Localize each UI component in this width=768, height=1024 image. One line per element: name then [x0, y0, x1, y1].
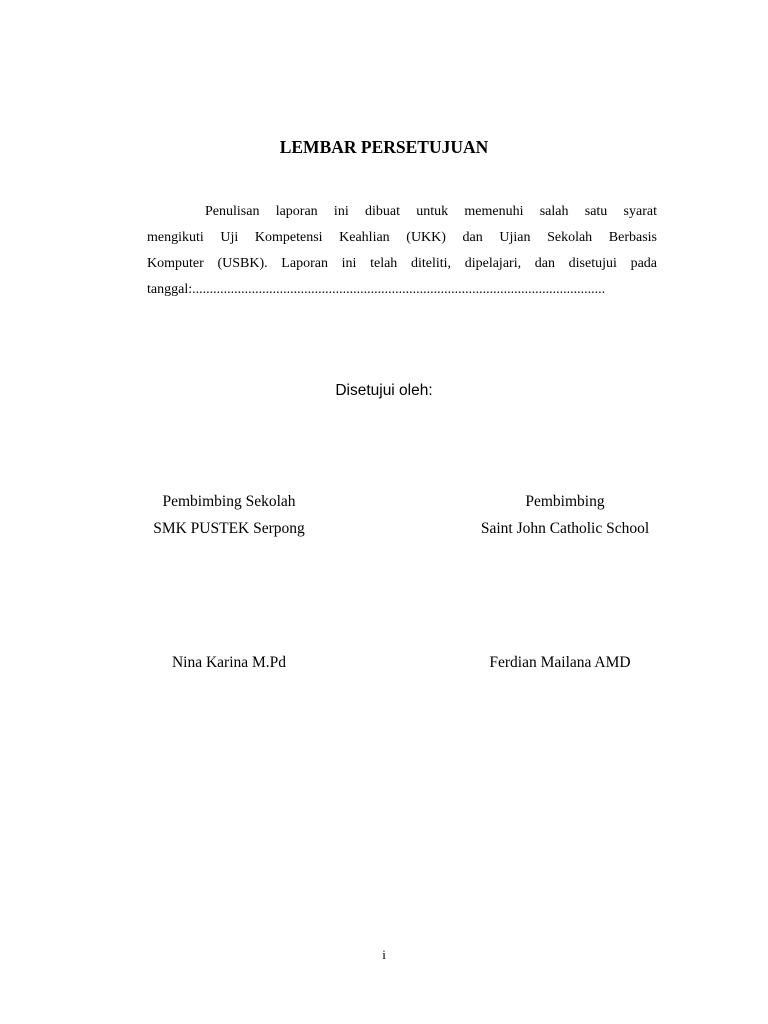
- right-signer-role: Pembimbing: [525, 493, 605, 510]
- right-signer-institution: Saint John Catholic School: [480, 520, 650, 537]
- paragraph-line: mengikuti Uji Kompetensi Keahlian (UKK) dan Ujian Sekolah Berbasis: [147, 230, 657, 245]
- page-title: LEMBAR PERSETUJUAN: [279, 137, 489, 157]
- paragraph-line: Penulisan laporan ini dibuat untuk memenuhi salah satu syarat: [205, 204, 657, 219]
- left-signer-institution: SMK PUSTEK Serpong: [153, 520, 305, 537]
- approval-paragraph: [147, 199, 657, 303]
- date-line: tanggal:......................................................................................................................: [147, 282, 606, 297]
- page-number: i: [382, 947, 386, 962]
- approved-by-heading: Disetujui oleh:: [335, 382, 433, 399]
- left-signer-block: [139, 488, 319, 542]
- paragraph-line: Komputer (USBK). Laporan ini telah diteliti, dipelajari, dan disetujui pada: [147, 256, 657, 271]
- right-signer-name: Ferdian Mailana AMD: [489, 654, 631, 671]
- left-signer-name: Nina Karina M.Pd: [171, 654, 287, 671]
- left-signer-role: Pembimbing Sekolah: [162, 493, 296, 510]
- right-signer-block: [465, 488, 665, 542]
